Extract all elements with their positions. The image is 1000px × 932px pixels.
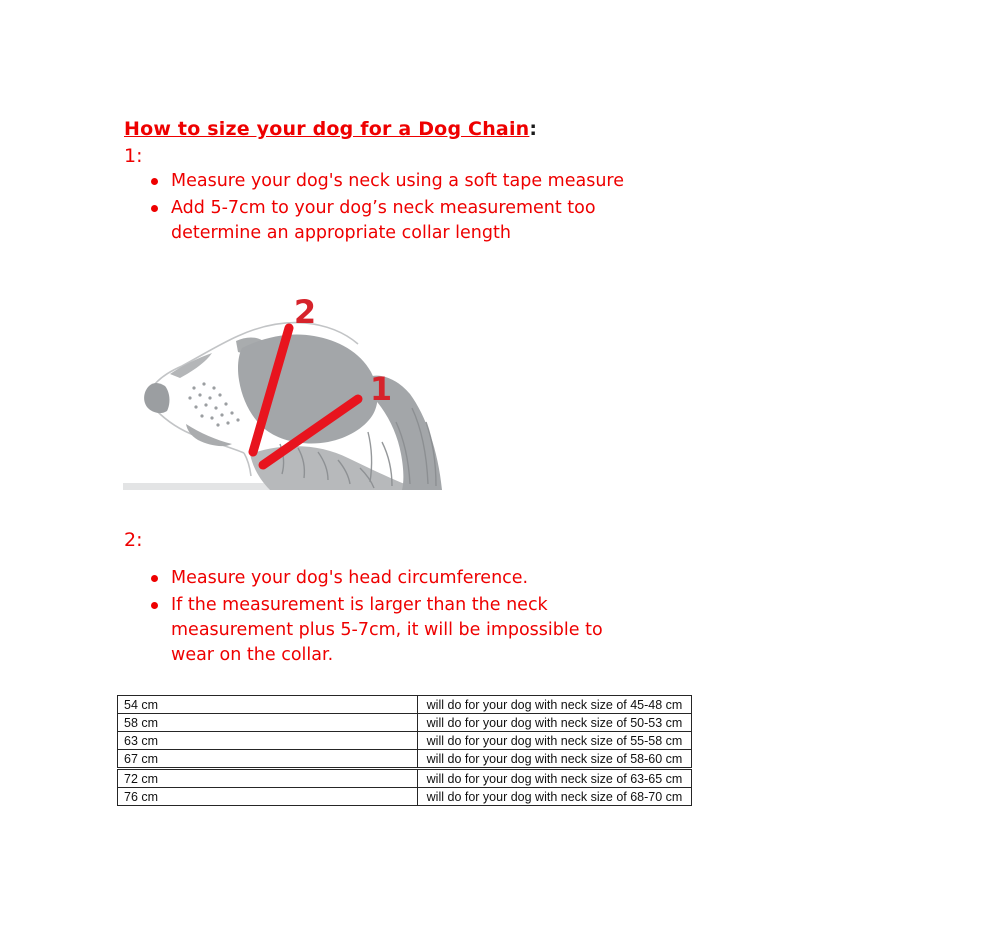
- table-row: [118, 750, 692, 769]
- list-item: [148, 169, 626, 194]
- neck-fit-cell: will do for your dog with neck size of 45-48 cm: [418, 696, 692, 714]
- section-1-bullet-list: [148, 169, 626, 248]
- table-row: [118, 732, 692, 750]
- jaw-shading: [186, 424, 232, 446]
- bullet-text: Measure your dog's head circumference.: [171, 568, 529, 588]
- bullet-icon: [151, 575, 158, 582]
- chain-length-cell: 76 cm: [118, 788, 418, 806]
- chain-length-cell: 58 cm: [118, 714, 418, 732]
- list-item: [148, 593, 626, 668]
- section-1-label: 1:: [124, 145, 143, 167]
- page-title-colon: :: [529, 118, 538, 140]
- head-line-label: 2: [293, 293, 317, 331]
- section-2-bullet-list: [148, 566, 626, 670]
- neck-fit-cell: will do for your dog with neck size of 50-53 cm: [418, 714, 692, 732]
- neck-line-label: 1: [369, 370, 393, 408]
- chain-length-cell: 54 cm: [118, 696, 418, 714]
- neck-fit-cell: will do for your dog with neck size of 58-60 cm: [418, 750, 692, 769]
- neck-fit-cell: will do for your dog with neck size of 63-65 cm: [418, 769, 692, 788]
- chain-length-cell: 63 cm: [118, 732, 418, 750]
- muzzle-stipple-dots: [188, 382, 239, 426]
- bullet-icon: [151, 205, 158, 212]
- dog-sketch-image: [120, 292, 445, 492]
- page-title: [124, 118, 537, 140]
- list-item: [148, 196, 626, 246]
- bullet-icon: [151, 602, 158, 609]
- dog-nose: [144, 383, 169, 413]
- table-row: [118, 788, 692, 806]
- page-title-text: How to size your dog for a Dog Chain: [124, 118, 530, 140]
- table-row: [118, 714, 692, 732]
- chain-length-cell: 72 cm: [118, 769, 418, 788]
- table-row: [118, 769, 692, 788]
- size-table: [117, 695, 692, 806]
- section-2-label: 2:: [124, 529, 143, 551]
- chain-length-cell: 67 cm: [118, 750, 418, 769]
- bullet-text: Measure your dog's neck using a soft tape measure: [171, 171, 625, 191]
- list-item: [148, 566, 626, 591]
- bullet-text: If the measurement is larger than the neck measurement plus 5-7cm, it will be impossible to wear on the collar.: [171, 595, 603, 665]
- bullet-icon: [151, 178, 158, 185]
- table-row: [118, 696, 692, 714]
- neck-fit-cell: will do for your dog with neck size of 68-70 cm: [418, 788, 692, 806]
- dog-measurement-illustration: [120, 292, 445, 492]
- neck-fit-cell: will do for your dog with neck size of 55-58 cm: [418, 732, 692, 750]
- muzzle-shading: [170, 353, 212, 378]
- bullet-text: Add 5-7cm to your dog’s neck measurement too determine an appropriate collar length: [171, 198, 596, 243]
